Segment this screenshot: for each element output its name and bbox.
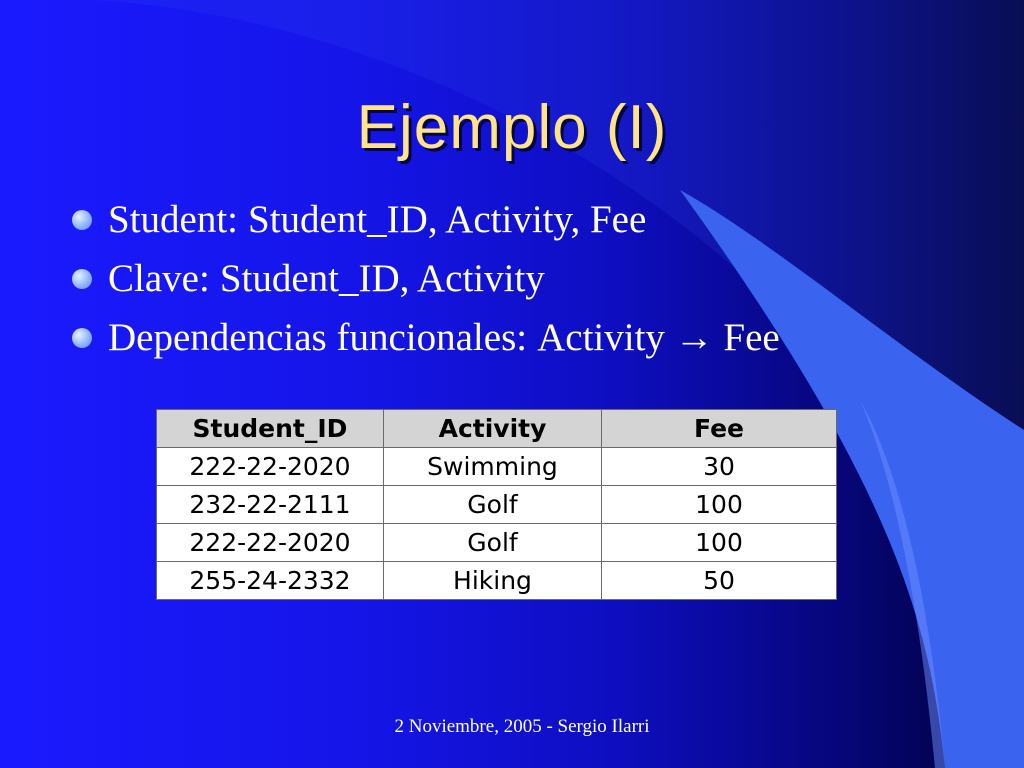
bullet-text: Activity → Fee	[537, 316, 780, 359]
bullet-label: Student:	[108, 198, 239, 241]
bullet-text: Student_ID, Activity, Fee	[248, 198, 647, 241]
table-cell: Swimming	[384, 448, 602, 486]
bullet-item	[72, 190, 780, 249]
bullet-item	[72, 249, 780, 308]
table-cell: 255-24-2332	[157, 562, 384, 600]
bullet-item	[72, 308, 780, 367]
table-cell: Golf	[384, 486, 602, 524]
table-cell: 100	[602, 524, 837, 562]
slide-title: Ejemplo (I)	[356, 93, 668, 162]
bullet-dot-icon	[72, 210, 92, 230]
table-cell: 30	[602, 448, 837, 486]
bullet-list	[72, 190, 780, 367]
table-row	[157, 486, 837, 524]
table-cell: 100	[602, 486, 837, 524]
bullet-dot-icon	[72, 328, 92, 348]
table-cell: 232-22-2111	[157, 486, 384, 524]
table-cell: Hiking	[384, 562, 602, 600]
data-table	[156, 409, 837, 600]
bullet-dot-icon	[72, 269, 92, 289]
table-cell: Golf	[384, 524, 602, 562]
bullet-label: Dependencias funcionales:	[108, 316, 528, 359]
bullet-label: Clave:	[108, 257, 210, 300]
table-cell: 222-22-2020	[157, 524, 384, 562]
column-header: Activity	[384, 410, 602, 448]
table-row	[157, 524, 837, 562]
bullet-text: Student_ID, Activity	[219, 257, 545, 300]
slide-footer: 2 Noviembre, 2005 - Sergio Ilarri	[394, 716, 650, 737]
column-header: Student_ID	[157, 410, 384, 448]
table-header-row	[157, 410, 837, 448]
table-row	[157, 448, 837, 486]
table-cell: 50	[602, 562, 837, 600]
column-header: Fee	[602, 410, 837, 448]
table-cell: 222-22-2020	[157, 448, 384, 486]
table-row	[157, 562, 837, 600]
